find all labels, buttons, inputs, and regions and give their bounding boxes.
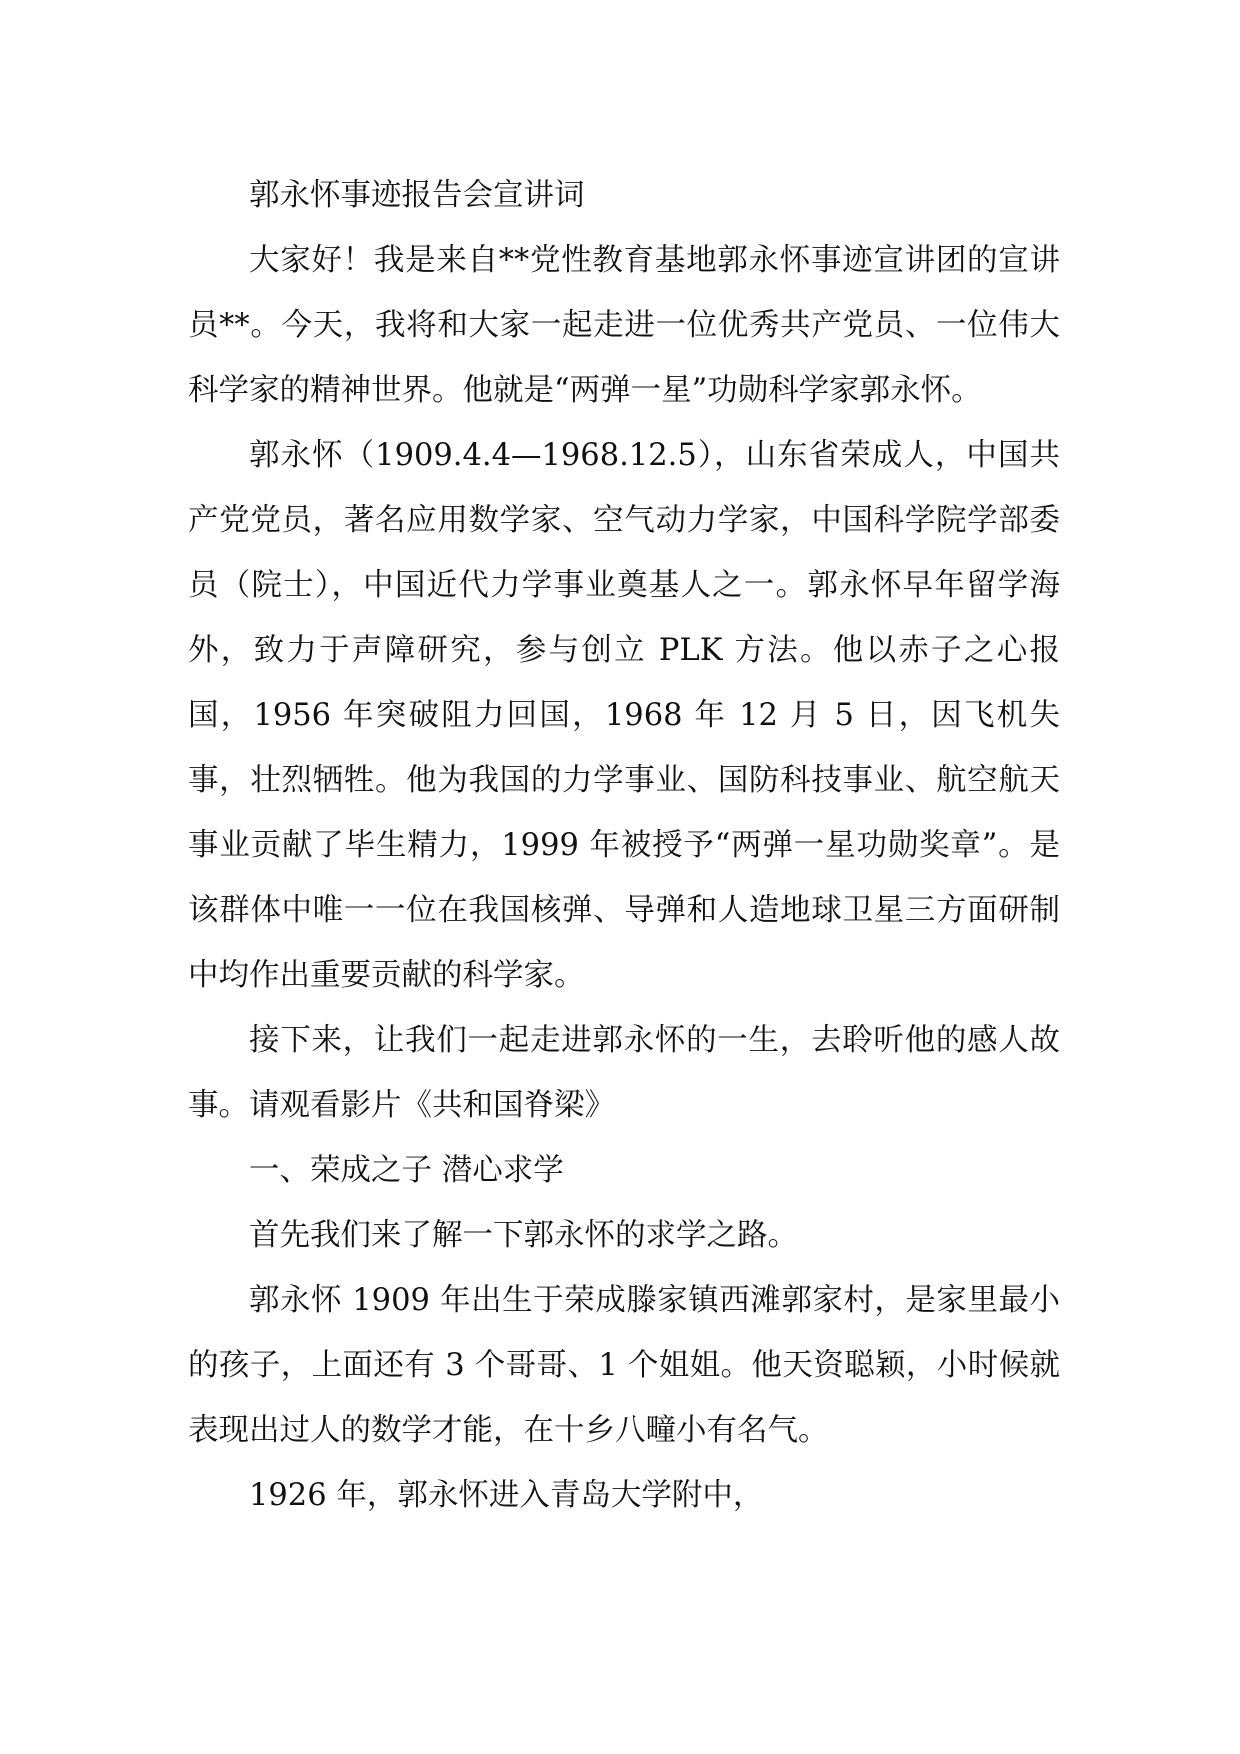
paragraph-childhood: 郭永怀 1909 年出生于荣成滕家镇西滩郭家村，是家里最小的孩子，上面还有 3 个哥哥、1 个姐姐。他天资聪颖，小时候就表现出过人的数学才能，在十乡八疃小有名气。 [188, 1283, 1060, 1448]
document-page [188, 163, 1060, 1528]
paragraph-film-intro: 接下来，让我们一起走进郭永怀的一生，去聆听他的感人故事。请观看影片《共和国脊梁》 [188, 1023, 1060, 1123]
paragraph-1926: 1926 年，郭永怀进入青岛大学附中， [249, 1478, 764, 1513]
paragraph-greeting: 大家好！我是来自**党性教育基地郭永怀事迹宣讲团的宣讲员**。今天，我将和大家一起走进一位优秀共产党员、一位伟大科学家的精神世界。他就是“两弹一星”功勋科学家郭永怀。 [188, 243, 1060, 408]
paragraph-study-intro: 首先我们来了解一下郭永怀的求学之路。 [249, 1218, 798, 1253]
paragraph-biography: 郭永怀（1909.4.4—1968.12.5），山东省荣成人，中国共产党党员，著名应用数学家、空气动力学家，中国科学院学部委员（院士），中国近代力学事业奠基人之一。郭永怀早年留学海外，致力于声障研究，参与创立 PLK 方法。他以赤子之心报国，1956 年突破阻力回国，1968 年 12 月 5 日，因飞机失事，壮烈牺牲。他为我国的力学事业、国防科技事业、航空航天事业贡献了毕生精力，1999 年被授予“两弹一星功勋奖章”。是该群体中唯一一位在我国核弹、导弹和人造地球卫星三方面研制中均作出重要贡献的科学家。 [188, 438, 1060, 993]
section-heading: 一、荣成之子 潜心求学 [249, 1153, 564, 1188]
document-title: 郭永怀事迹报告会宣讲词 [249, 178, 585, 213]
